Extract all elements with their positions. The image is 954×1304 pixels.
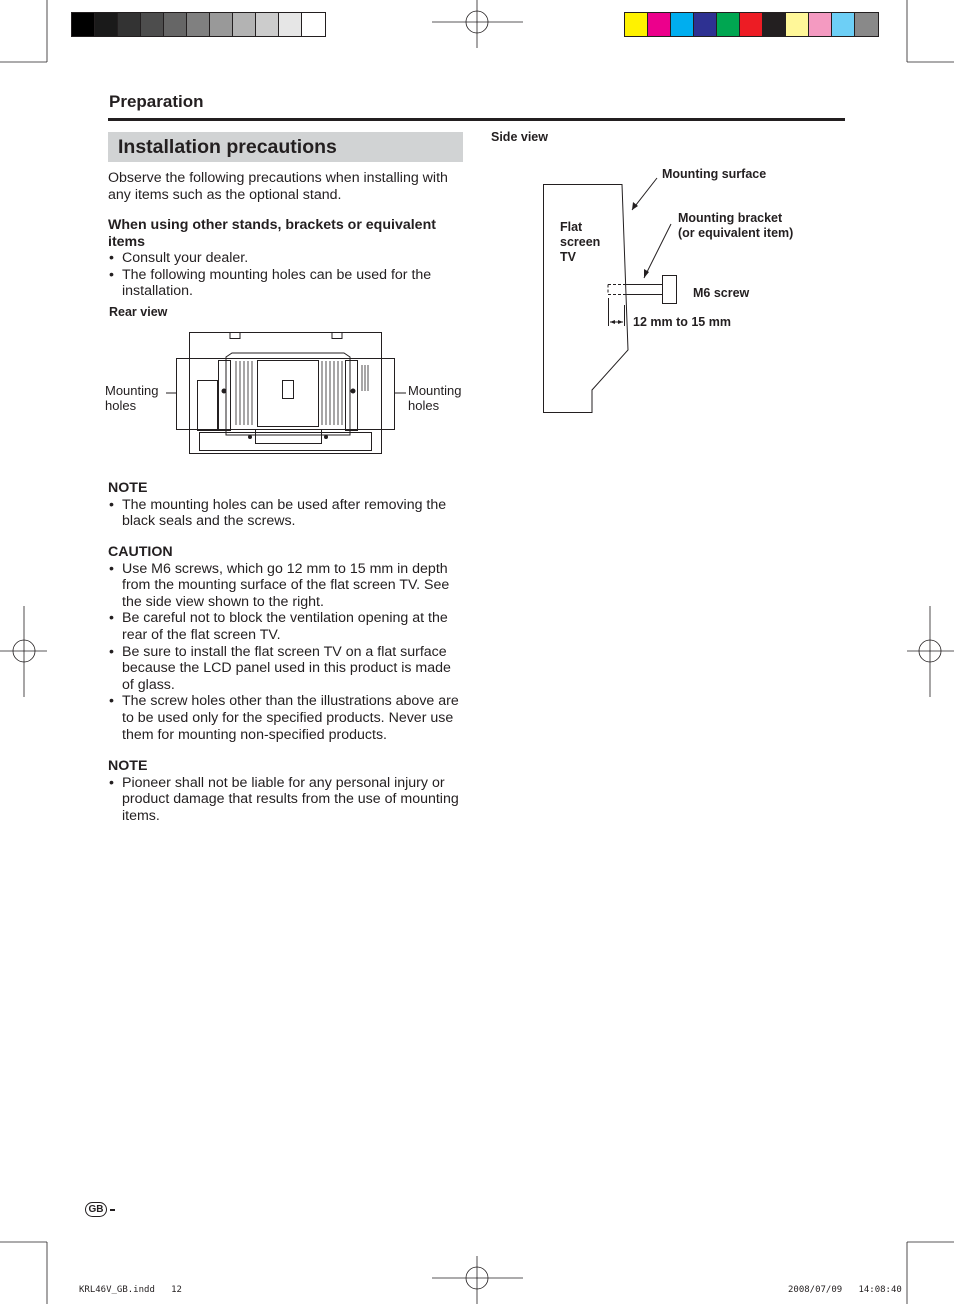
tv-label-line2: screen [560, 235, 601, 249]
rear-left-label-line1: Mounting [105, 383, 159, 398]
list-item: • The screw holes other than the illustrations above are to be used only for the specified products. Never use them for mounting non-specified products. [108, 693, 464, 743]
rear-left-label-line2: holes [105, 398, 137, 413]
list-item: • Be careful not to block the ventilation opening at the rear of the flat screen TV. [108, 610, 464, 643]
stands-list [108, 250, 464, 300]
caution-list [108, 561, 464, 744]
note2-list [108, 775, 464, 825]
screw-label: M6 screw [693, 286, 750, 300]
footer-file: KRL46V_GB.indd 12 [79, 1285, 182, 1295]
list-item: • The mounting holes can be used after removing the black seals and the screws. [108, 497, 464, 530]
note2-section [108, 758, 464, 824]
footer-timestamp: 2008/07/09 14:08:40 [788, 1285, 902, 1295]
bracket-label [678, 211, 793, 241]
section-header: Preparation [109, 92, 204, 111]
side-view-title: Side view [491, 130, 548, 144]
note1-list [108, 497, 464, 530]
intro-text: Observe the following precautions when installing with any items such as the optional stand. [108, 170, 448, 203]
language-badge: GB [85, 1202, 107, 1217]
rear-right-label-line1: Mounting [408, 383, 462, 398]
bracket-label-line1: Mounting bracket [678, 211, 783, 225]
caution-section [108, 544, 464, 743]
rear-right-label-line2: holes [408, 398, 440, 413]
note1-section [108, 480, 464, 530]
page-heading: Installation precautions [108, 132, 463, 162]
tv-label-line1: Flat [560, 220, 583, 234]
list-item: • Use M6 screws, which go 12 mm to 15 mm in depth from the mounting surface of the flat screen TV. See the side view shown to the right. [108, 561, 464, 611]
stands-title: When using other stands, brackets or equivalent items [108, 217, 436, 250]
mounting-surface-label: Mounting surface [662, 167, 767, 181]
caution-title: CAUTION [108, 544, 173, 560]
intro-paragraph [108, 170, 464, 203]
depth-label: 12 mm to 15 mm [633, 315, 731, 329]
tv-label-line3: TV [560, 250, 576, 264]
note1-title: NOTE [108, 480, 148, 496]
rear-left-label [105, 383, 158, 413]
section-rule [108, 118, 845, 121]
list-item: • The following mounting holes can be used for the installation. [108, 267, 464, 300]
bracket-label-line2: (or equivalent item) [678, 226, 794, 240]
note2-title: NOTE [108, 758, 148, 774]
list-item: • Be sure to install the flat screen TV on a flat surface because the LCD panel used in this product is made of glass. [108, 644, 464, 694]
page-dash [110, 1209, 115, 1211]
side-view-diagram [530, 160, 850, 420]
stands-section [108, 217, 464, 300]
rear-view-title: Rear view [109, 305, 168, 319]
rear-right-label [408, 383, 461, 413]
tv-label [560, 220, 600, 265]
list-item: • Pioneer shall not be liable for any personal injury or product damage that results from the use of mounting items. [108, 775, 464, 825]
list-item: • Consult your dealer. [108, 250, 464, 267]
